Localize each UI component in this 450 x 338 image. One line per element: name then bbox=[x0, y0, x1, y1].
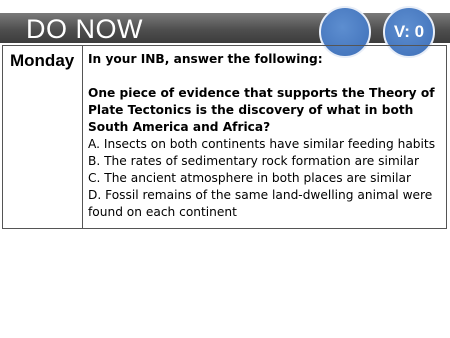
question-text: One piece of evidence that supports the Theory of Plate Tectonics is the discovery of what in both South America and Africa? bbox=[88, 86, 435, 134]
page-title: DO NOW bbox=[26, 14, 143, 44]
answer-option-c: C. The ancient atmosphere in both places are similar bbox=[88, 171, 411, 185]
question-cell bbox=[83, 46, 447, 229]
day-cell: Monday bbox=[3, 46, 83, 229]
answer-option-a: A. Insects on both continents have similar feeding habits bbox=[88, 137, 436, 151]
answer-option-b: B. The rates of sedimentary rock formation are similar bbox=[88, 154, 420, 168]
table-row bbox=[3, 46, 447, 229]
do-now-table bbox=[2, 45, 447, 229]
answer-option-d: D. Fossil remains of the same land-dwelling animal were found on each continent bbox=[88, 188, 433, 219]
version-badge: V: 0 bbox=[383, 6, 435, 58]
instructions-text: In your INB, answer the following: bbox=[88, 52, 323, 66]
